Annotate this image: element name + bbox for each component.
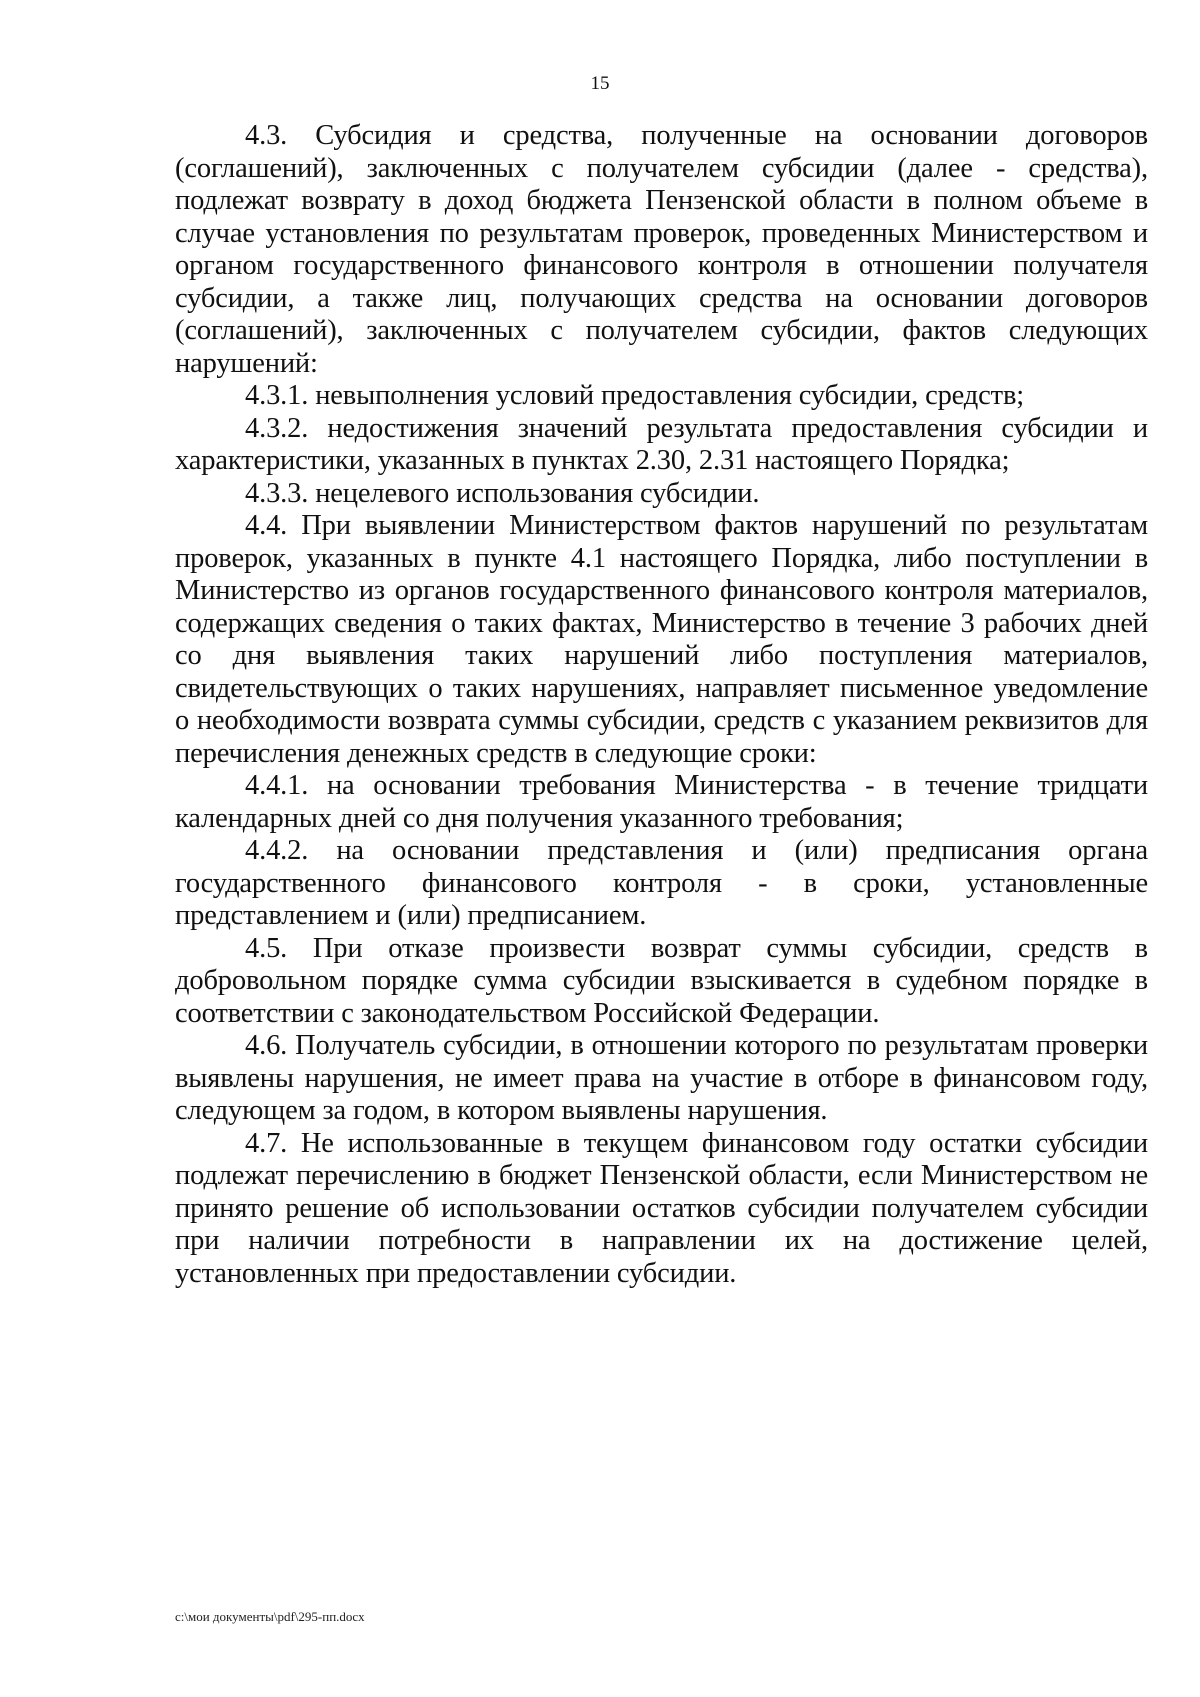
footer-file-path: c:\мои документы\pdf\295-пп.docx (175, 1609, 365, 1624)
paragraph-4-3-2: 4.3.2. недостижения значений результата предоставления субсидии и характеристики, указанных в пунктах 2.30, 2.31 настоящего Порядка; (175, 412, 1148, 476)
paragraph-4-6: 4.6. Получатель субсидии, в отношении которого по результатам проверки выявлены нарушения, не имеет права на участие в отборе в финансовом году, следующем за годом, в котором выявлены нарушения. (175, 1030, 1148, 1126)
paragraph-4-4-2: 4.4.2. на основании представления и (или) предписания органа государственного финансового контроля - в сроки, установленные представлением и (или) предписанием. (175, 835, 1148, 931)
page-number: 15 (590, 73, 610, 94)
document-body (175, 120, 1148, 1290)
paragraph-4-4: 4.4. При выявлении Министерством фактов нарушений по результатам проверок, указанных в пункте 4.1 настоящего Порядка, либо поступлении в Министерство из органов государственного финансового контроля материалов, содержащих сведения о таких фактах, Министерство в течение 3 рабочих дней со дня выявления таких нарушений либо поступления материалов, свидетельствующих о таких нарушениях, направляет письменное уведомление о необходимости возврата суммы субсидии, средств с указанием реквизитов для перечисления денежных средств в следующие сроки: (175, 510, 1148, 769)
paragraph-4-4-1: 4.4.1. на основании требования Министерства - в течение тридцати календарных дней со дня получения указанного требования; (175, 770, 1148, 834)
paragraph-4-3-1: 4.3.1. невыполнения условий предоставления субсидии, средств; (245, 380, 1025, 411)
paragraph-4-5: 4.5. При отказе произвести возврат суммы субсидии, средств в добровольном порядке сумма субсидии взыскивается в судебном порядке в соответствии с законодательством Российской Федерации. (175, 932, 1148, 1029)
paragraph-4-3-3: 4.3.3. нецелевого использования субсидии. (245, 477, 760, 509)
paragraph-4-7: 4.7. Не использованные в текущем финансовом году остатки субсидии подлежат перечислению в бюджет Пензенской области, если Министерством не принято решение об использовании остатков субсидии получателем субсидии при наличии потребности в направлении их на достижение целей, установленных при предоставлении субсидии. (175, 1127, 1148, 1289)
paragraph-4-3: 4.3. Субсидия и средства, полученные на основании договоров (соглашений), заключенных с получателем субсидии (далее - средства), подлежат возврату в доход бюджета Пензенской области в полном объеме в случае установления по результатам проверок, проведенных Министерством и органом государственного финансового контроля в отношении получателя субсидии, а также лиц, получающих средства на основании договоров (соглашений), заключенных с получателем субсидии, фактов следующих нарушений: (175, 120, 1148, 379)
